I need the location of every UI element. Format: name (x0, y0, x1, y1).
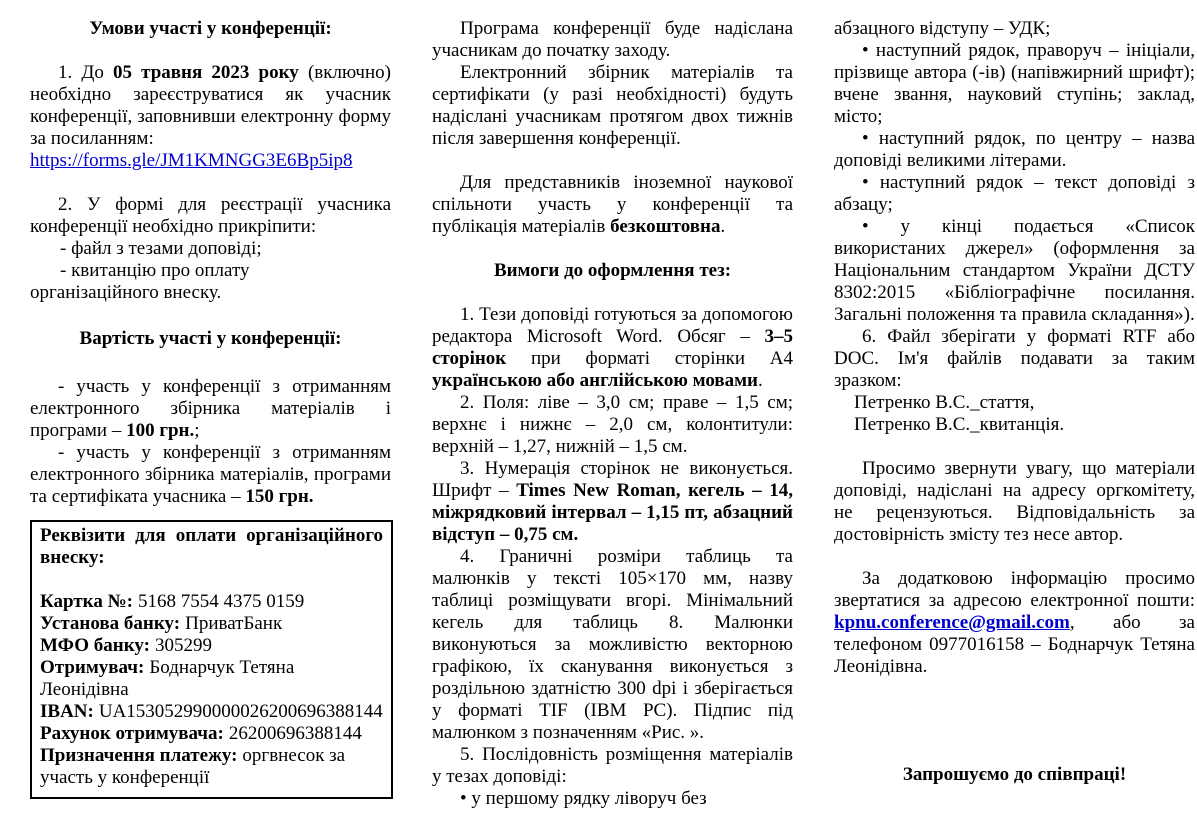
text-segment: . (720, 216, 726, 237)
requirement-item-4: 4. Граничні розміри таблиць та малюнків у тексті 105×170 мм, назву таблиці розміщувати вгорі. Мінімальний кегель для таблиць 8. Малюнки виконуються за можливістю векторною графікою, їх сканування виконується з роздільною здатністю 300 dpi і зберігається у форматі TIF (IBM PC). Підпис під малюнком з позначенням «Рис. ». (432, 546, 793, 743)
languages-requirement: українською або англійською мовами (432, 370, 758, 391)
payment-label: Картка №: (40, 591, 134, 612)
text-segment: 1. Тези доповіді готуються за допомогою редактора Microsoft Word. Обсяг – (432, 304, 793, 347)
column-right (834, 18, 1195, 810)
payment-row-purpose (40, 745, 383, 789)
text-segment: - участь у конференції з отриманням електронного збірника матеріалів, програми та сертифіката учасника – (30, 442, 391, 507)
payment-row-bank (40, 613, 383, 635)
text-segment: , або за телефоном 0977016158 – Боднарчук Тетяна Леонідівна. (834, 612, 1195, 677)
payment-label: IBAN: (40, 701, 94, 722)
bullet-title-line: • наступний рядок, по центру – назва доповіді великими літерами. (834, 128, 1195, 171)
attachment-item-receipt: - квитанцію про оплату (60, 260, 250, 281)
font-settings: Times New Roman, кегель – 14, міжрядковий інтервал – 1,15 пт, абзацний відступ – 0,75 см. (432, 480, 793, 545)
payment-label: Установа банку: (40, 613, 181, 634)
requirement-item-3 (432, 458, 793, 546)
iban-number: UA153052990000026200696388144 (98, 701, 383, 722)
registration-form-link[interactable]: https://forms.gle/JM1KMNGG3E6Bp5ip8 (30, 150, 353, 171)
price-option-certificate (30, 442, 391, 508)
payment-details-box (30, 520, 393, 799)
filename-sample-article: Петренко В.С._стаття, (854, 392, 1035, 413)
section-heading-cost: Вартість участі у конференції: (79, 328, 342, 349)
card-number: 5168 7554 4375 0159 (138, 591, 305, 612)
section-heading-participation: Умови участі у конференції: (89, 18, 332, 39)
attachment-item-receipt-continuation: організаційного внеску. (30, 282, 222, 303)
paragraph-proceedings-delivery: Електронний збірник матеріалів та сертифікати (у разі необхідності) будуть надіслані учасникам протягом двох тижнів після завершення конференції. (432, 62, 793, 149)
column-left (30, 18, 391, 810)
text-segment: 1. До (58, 62, 113, 83)
payment-details-title: Реквізити для оплати організаційного внеску: (40, 525, 383, 568)
requirement-item-5: 5. Послідовність розміщення матеріалів у тезах доповіді: (432, 744, 793, 787)
payment-row-card (40, 591, 383, 613)
text-segment: - участь у конференції з отриманням електронного збірника матеріалів і програми – (30, 376, 391, 441)
paragraph-contacts (834, 568, 1195, 678)
payment-label: Отримувач: (40, 657, 145, 678)
paragraph-registration (30, 62, 391, 150)
payment-purpose: оргвнесок за участь у конференції (40, 745, 346, 788)
closing-invitation: Запрошуємо до співпраці! (902, 764, 1127, 785)
pages-limit: 3–5 сторінок (432, 326, 793, 369)
requirement-item-1 (432, 304, 793, 392)
paragraph-review-note: Просимо звернути увагу, що матеріали доповіді, надіслані на адресу оргкомітету, не рецензуються. Відповідальність за достовірність змісту тез несе автор. (834, 458, 1195, 545)
bullet-references: • у кінці подається «Список використаних джерел» (оформлення за Національним стандартом України ДСТУ 8302:2015 «Бібліографічне посилання. Загальні положення та правила складання»). (834, 216, 1195, 325)
deadline-date: 05 травня 2023 року (113, 62, 299, 83)
paragraph-program-delivery: Програма конференції буде надіслана учасникам до початку заходу. (432, 18, 793, 61)
payment-label: МФО банку: (40, 635, 150, 656)
mfo-code: 305299 (154, 635, 212, 656)
payment-label: Рахунок отримувача: (40, 723, 224, 744)
price-option-materials (30, 376, 391, 442)
bullet-text-line: • наступний рядок – текст доповіді з абзацу; (834, 172, 1195, 215)
payment-row-iban (40, 701, 383, 723)
column-middle (432, 18, 793, 810)
bullet-author-line: • наступний рядок, праворуч – ініціали, прізвище автора (-ів) (напівжирний шрифт); вчене звання, науковий ступінь; заклад, місто; (834, 40, 1195, 127)
attachment-item-theses: - файл з тезами доповіді; (60, 238, 262, 259)
filename-sample-receipt: Петренко В.С._квитанція. (854, 414, 1065, 435)
recipient-name: Боднарчук Тетяна Леонідівна (40, 657, 295, 700)
requirement-item-2: 2. Поля: ліве – 3,0 см; праве – 1,5 см; верхнє і нижнє – 2,0 см, колонтитули: верхній – 1,27, нижній – 1,5 см. (432, 392, 793, 457)
text-segment: 3. Нумерація сторінок не виконується. Шрифт – (432, 458, 793, 501)
payment-row-mfo (40, 635, 383, 657)
text-segment: ; (194, 420, 200, 441)
paragraph-attachments: 2. У формі для реєстрації учасника конференції необхідно прикріпити: (30, 194, 391, 237)
price-150-uah: 150 грн. (245, 486, 314, 507)
free-of-charge-text: безкоштовна (610, 216, 721, 237)
text-segment: при форматі сторінки А4 (506, 348, 793, 369)
contact-email-link[interactable]: kpnu.conference@gmail.com (834, 612, 1070, 633)
payment-row-account (40, 723, 383, 745)
section-heading-requirements: Вимоги до оформлення тез: (493, 260, 732, 281)
bullet-udc-continuation: абзацного відступу – УДК; (834, 18, 1051, 39)
text-segment: . (758, 370, 763, 391)
registration-link-line (30, 150, 391, 172)
account-number: 26200696388144 (228, 723, 362, 744)
paragraph-foreign-participants (432, 172, 793, 238)
payment-row-recipient (40, 657, 383, 701)
price-100-uah: 100 грн. (126, 420, 195, 441)
requirement-item-6: 6. Файл зберігати у форматі RTF або DOC. Ім'я файлів подавати за таким зразком: (834, 326, 1195, 391)
text-segment: За додатковою інформацію просимо звертатися за адресою електронної пошти: (834, 568, 1195, 611)
text-segment: Для представників іноземної наукової спільноти участь у конференції та публікація матеріалів (432, 172, 793, 237)
text-segment: (включно) необхідно зареєструватися як учасник конференції, заповнивши електронну форму за посиланням: (30, 62, 391, 149)
bullet-udc: • у першому рядку ліворуч без (460, 788, 707, 809)
payment-label: Призначення платежу: (40, 745, 238, 766)
bank-name: ПриватБанк (185, 613, 283, 634)
